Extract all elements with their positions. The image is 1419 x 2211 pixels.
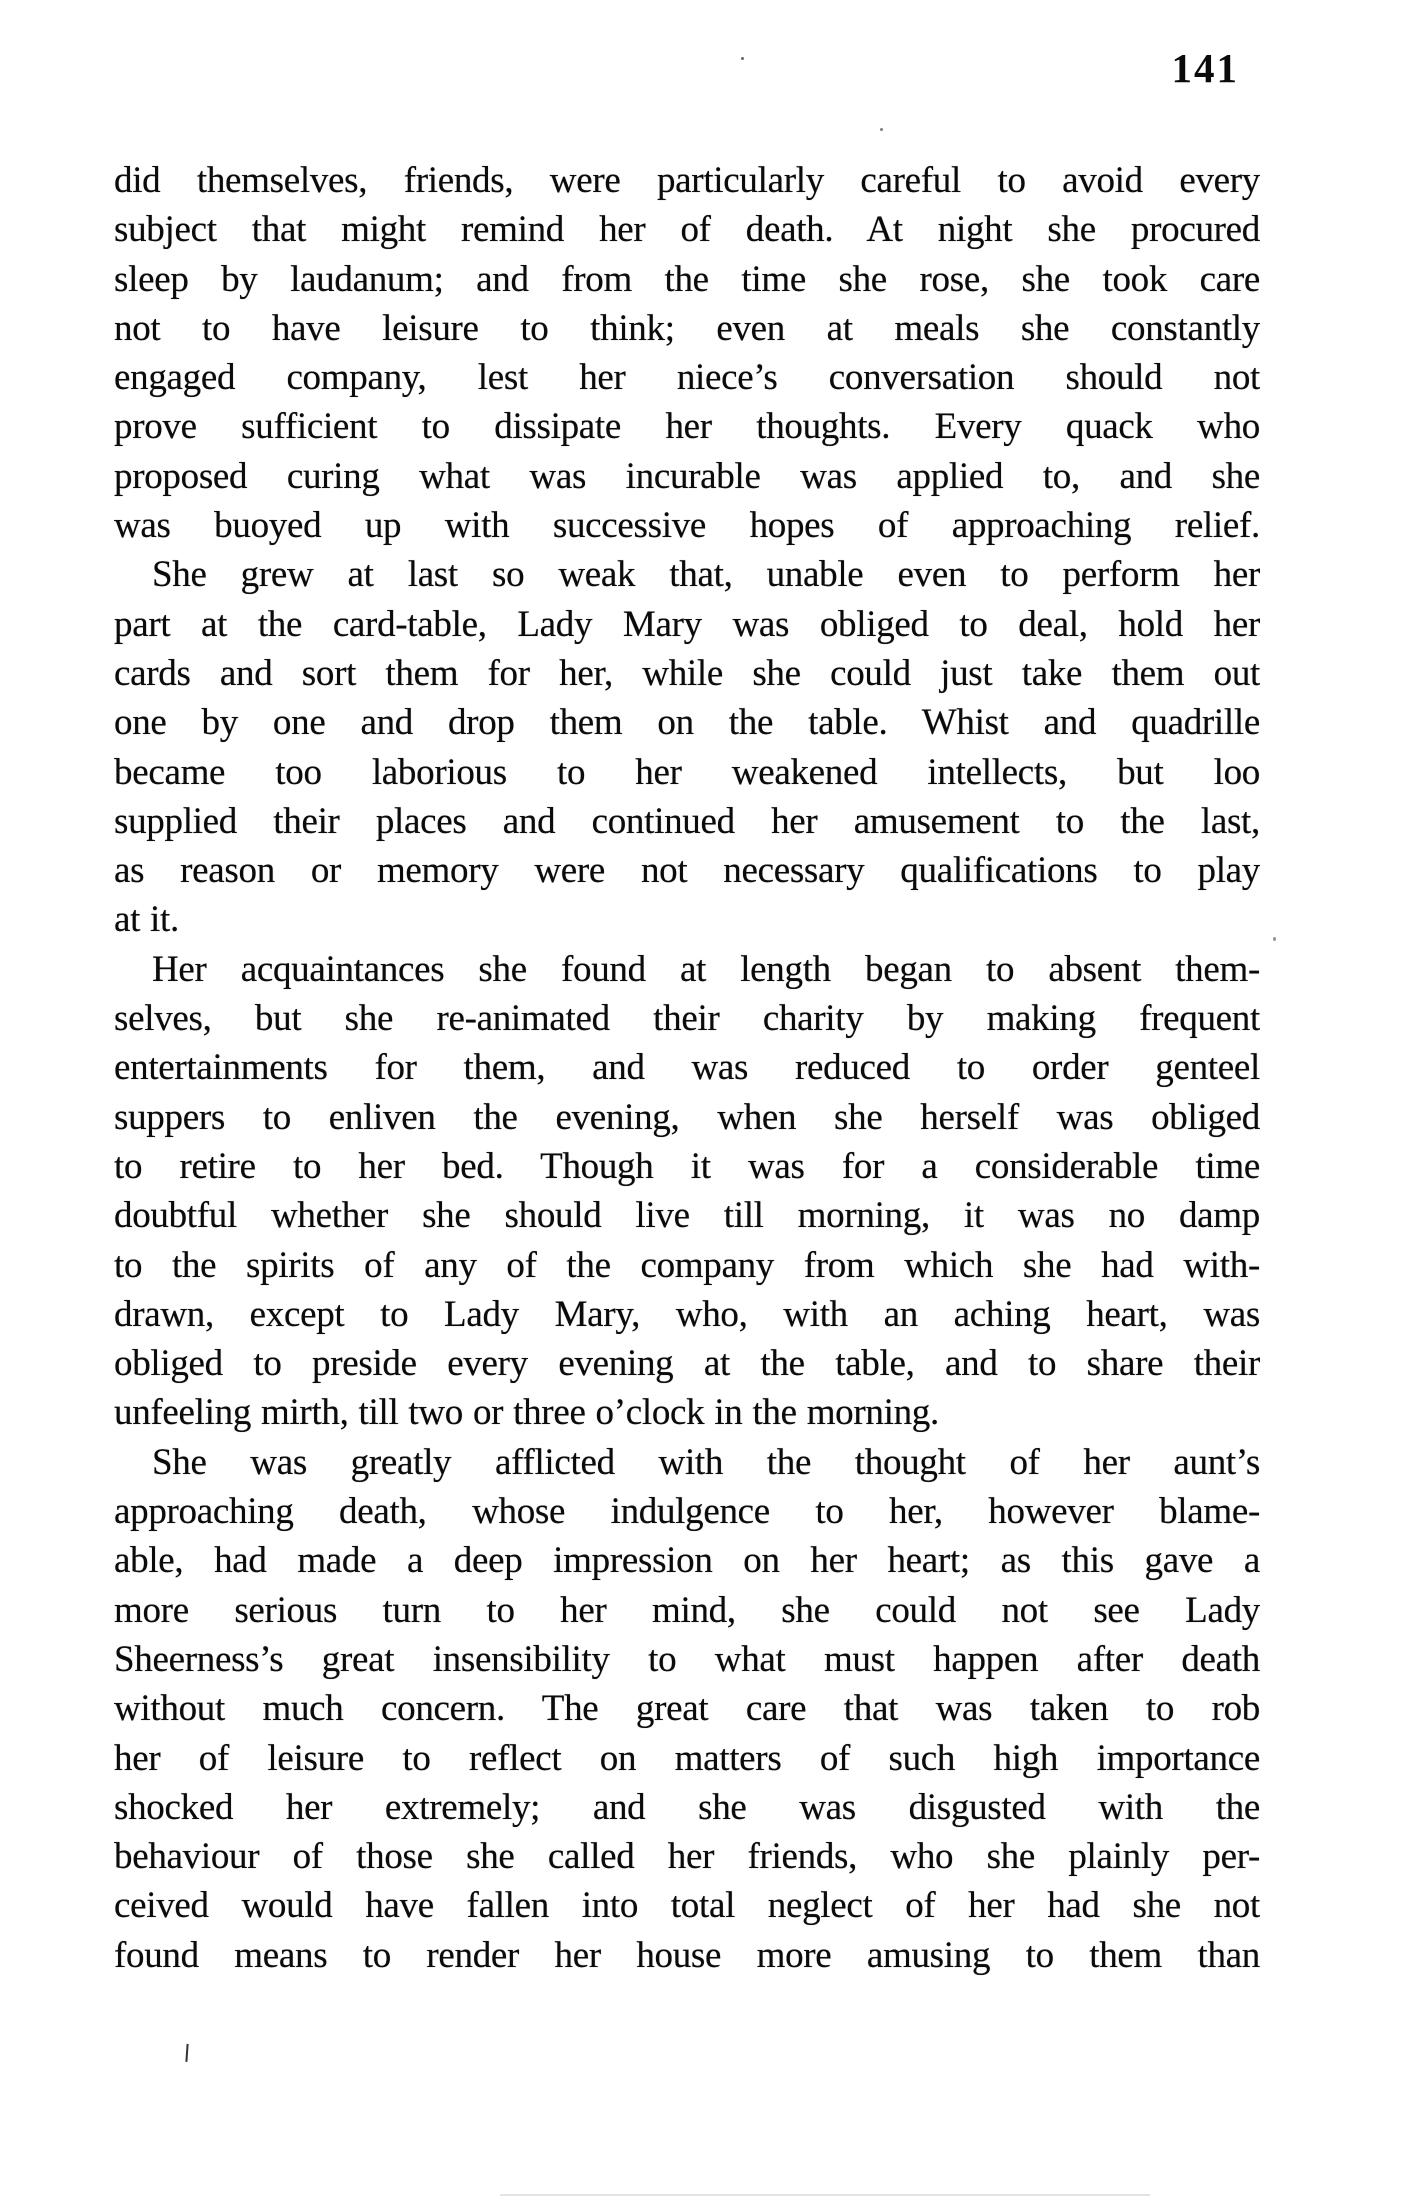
text-line: able, had made a deep impression on her heart; as this gave a	[114, 1540, 1260, 1582]
scan-artifact-dot	[1273, 937, 1276, 941]
text-line: approaching death, whose indulgence to her, however blame-	[114, 1491, 1260, 1533]
text-line: Her acquaintances she found at length began to absent them-	[152, 948, 1260, 990]
text-line: drawn, except to Lady Mary, who, with an aching heart, was	[114, 1293, 1260, 1335]
text-line: became too laborious to her weakened intellects, but loo	[114, 751, 1260, 793]
text-line: entertainments for them, and was reduced to order genteel	[114, 1047, 1260, 1089]
text-line: unfeeling mirth, till two or three o’clock in the morning.	[114, 1392, 939, 1434]
text-line: sleep by laudanum; and from the time she rose, she took care	[114, 258, 1260, 300]
text-line: was buoyed up with successive hopes of approaching relief.	[114, 505, 1260, 547]
text-line: without much concern. The great care that was taken to rob	[114, 1688, 1260, 1730]
text-line: prove sufficient to dissipate her thoughts. Every quack who	[114, 406, 1260, 448]
text-line: doubtful whether she should live till morning, it was no damp	[114, 1195, 1260, 1237]
text-line: more serious turn to her mind, she could not see Lady	[114, 1589, 1260, 1631]
paragraph	[114, 945, 1260, 1438]
text-line: part at the card-table, Lady Mary was obliged to deal, hold her	[114, 603, 1260, 645]
paragraph	[114, 156, 1260, 550]
paragraph	[114, 1438, 1260, 1980]
text-line: She grew at last so weak that, unable even to perform her	[152, 554, 1260, 596]
text-line: to retire to her bed. Though it was for a considerable time	[114, 1145, 1260, 1187]
scan-artifact-mark	[185, 2044, 191, 2062]
text-line: not to have leisure to think; even at meals she constantly	[114, 307, 1260, 349]
text-line: She was greatly afflicted with the thought of her aunt’s	[152, 1441, 1260, 1483]
paragraph	[114, 550, 1260, 944]
text-line: to the spirits of any of the company from which she had with-	[114, 1244, 1260, 1286]
text-line: found means to render her house more amusing to them than	[114, 1934, 1260, 1976]
text-line: engaged company, lest her niece’s conversation should not	[114, 357, 1260, 399]
text-block	[114, 156, 1260, 1980]
text-line: ceived would have fallen into total neglect of her had she not	[114, 1885, 1260, 1927]
text-line: at it.	[114, 899, 179, 941]
text-line: suppers to enliven the evening, when she herself was obliged	[114, 1096, 1260, 1138]
page-number: 141	[1171, 45, 1239, 91]
text-line: shocked her extremely; and she was disgusted with the	[114, 1786, 1260, 1828]
scan-artifact-line	[500, 2194, 1150, 2196]
text-line: obliged to preside every evening at the table, and to share their	[114, 1343, 1260, 1385]
text-line: supplied their places and continued her amusement to the last,	[114, 800, 1260, 842]
text-line: as reason or memory were not necessary qualifications to play	[114, 850, 1260, 892]
scan-artifact-dot	[741, 57, 744, 60]
text-line: Sheerness’s great insensibility to what must happen after death	[114, 1638, 1260, 1680]
text-line: behaviour of those she called her friends, who she plainly per-	[114, 1836, 1260, 1878]
text-line: subject that might remind her of death. At night she procured	[114, 209, 1260, 251]
scan-artifact-dot	[880, 128, 883, 131]
text-line: proposed curing what was incurable was applied to, and she	[114, 455, 1260, 497]
text-line: one by one and drop them on the table. Whist and quadrille	[114, 702, 1260, 744]
text-line: cards and sort them for her, while she could just take them out	[114, 652, 1260, 694]
text-line: did themselves, friends, were particularly careful to avoid every	[114, 160, 1260, 201]
text-line: her of leisure to reflect on matters of such high importance	[114, 1737, 1260, 1779]
text-line: selves, but she re-animated their charity by making frequent	[114, 998, 1260, 1040]
